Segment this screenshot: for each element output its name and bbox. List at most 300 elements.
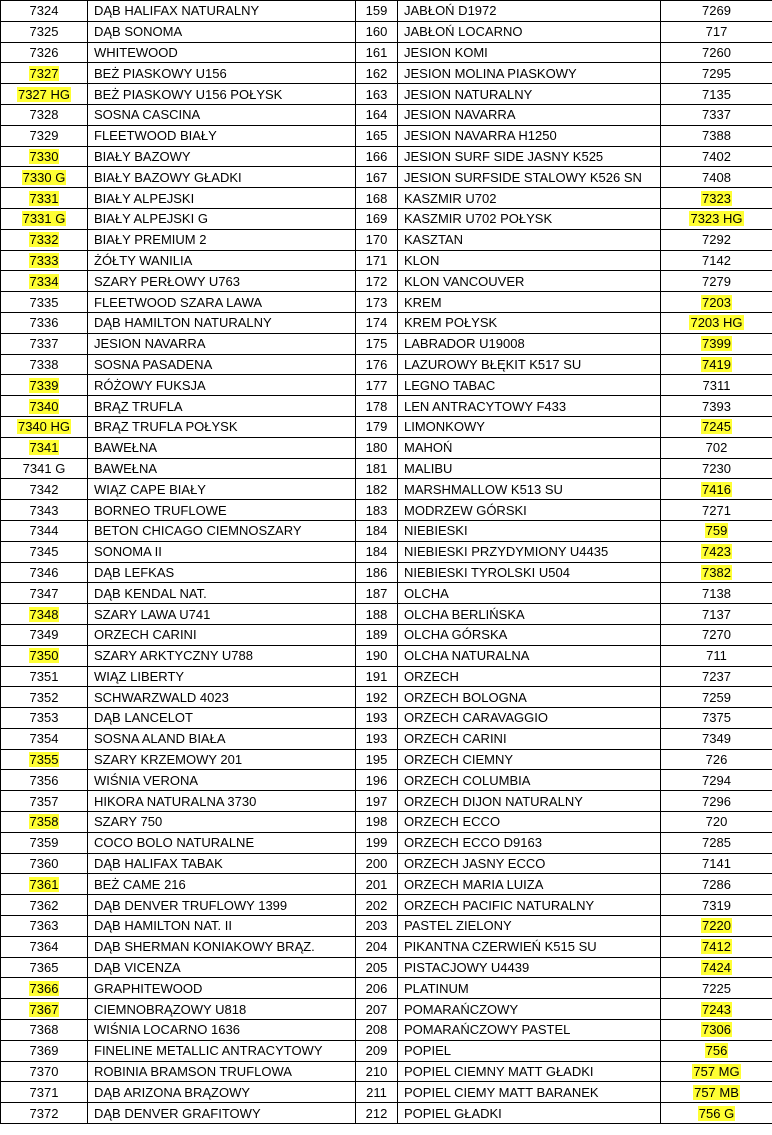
table-row [1,416,772,437]
name-cell [88,708,356,729]
number-cell [356,708,398,729]
cell-text: 7363 [29,918,59,934]
highlighted-code: 7340 HG [17,419,71,435]
cell-text: 7230 [702,460,731,476]
table-row [1,916,772,937]
cell-text: 702 [705,440,728,456]
cell-text: POPIEL CIEMY MATT BARANEK [404,1084,599,1100]
name-cell [88,936,356,957]
name-cell [398,1061,661,1082]
cell-text: ORZECH CARINI [94,627,197,643]
cell-text: ORZECH COLUMBIA [404,772,531,788]
table-row [1,396,772,417]
cell-text: 7357 [29,793,59,809]
number-cell [356,895,398,916]
number-cell [356,936,398,957]
cell-text: 7341 G [22,460,66,476]
name-cell [398,604,661,625]
table-row [1,604,772,625]
code-cell [661,791,772,812]
cell-text: KREM [404,294,442,310]
cell-text: 7279 [702,273,731,289]
cell-text: JESION NAVARRA H1250 [404,128,557,144]
cell-text: BEŻ PIASKOWY U156 POŁYSK [94,86,283,102]
highlighted-code: 756 G [698,1105,735,1121]
code-cell [1,853,88,874]
highlighted-code: 7334 [29,273,59,289]
cell-text: 7311 [702,377,731,393]
table-row [1,936,772,957]
name-cell [88,1061,356,1082]
cell-text: 161 [365,44,388,60]
table-row [1,895,772,916]
code-cell [1,520,88,541]
cell-text: 196 [365,772,388,788]
cell-text: ORZECH CARAVAGGIO [404,710,548,726]
cell-text: 186 [365,564,388,580]
cell-text: 7359 [29,835,59,851]
cell-text: SONOMA II [94,544,162,560]
cell-text: BORNEO TRUFLOWE [94,502,227,518]
highlighted-code: 7358 [29,814,59,830]
code-cell [1,770,88,791]
name-cell [88,437,356,458]
cell-text: 7370 [29,1064,59,1080]
cell-text: 7137 [702,606,731,622]
number-cell [356,146,398,167]
name-cell [88,292,356,313]
code-cell [661,624,772,645]
cell-text: DĄB VICENZA [94,960,181,976]
highlighted-code: 7330 G [22,169,66,185]
code-cell [661,728,772,749]
cell-text: BIAŁY BAZOWY GŁADKI [94,169,242,185]
name-cell [398,832,661,853]
code-cell [661,770,772,791]
code-cell [1,271,88,292]
cell-text: 7402 [702,148,731,164]
table-row [1,167,772,188]
highlighted-code: 7332 [29,232,59,248]
name-cell [88,583,356,604]
code-cell [661,354,772,375]
table-row [1,749,772,770]
cell-text: BETON CHICAGO CIEMNOSZARY [94,523,302,539]
number-cell [356,583,398,604]
cell-text: 210 [365,1064,388,1080]
number-cell [356,125,398,146]
cell-text: 7270 [702,627,731,643]
cell-text: ORZECH JASNY ECCO [404,856,546,872]
name-cell [88,770,356,791]
name-cell [398,396,661,417]
name-cell [88,104,356,125]
table-row [1,562,772,583]
cell-text: 7292 [702,232,731,248]
name-cell [398,624,661,645]
cell-text: 7345 [29,544,59,560]
name-cell [88,458,356,479]
table-row [1,292,772,313]
number-cell [356,832,398,853]
name-cell [398,125,661,146]
cell-text: 7138 [702,585,731,601]
cell-text: 212 [365,1105,388,1121]
name-cell [398,812,661,833]
code-cell [1,604,88,625]
code-cell [1,229,88,250]
highlighted-code: 7245 [702,419,731,435]
table-row [1,1,772,22]
name-cell [398,333,661,354]
name-cell [88,812,356,833]
cell-text: MAHOŃ [404,440,453,456]
cell-text: JABŁOŃ D1972 [404,3,497,19]
code-cell [661,749,772,770]
highlighted-code: 7327 HG [17,86,71,102]
name-cell [398,770,661,791]
cell-text: DĄB SONOMA [94,24,183,40]
table-row [1,375,772,396]
name-cell [398,354,661,375]
number-cell [356,604,398,625]
highlighted-code: 7361 [29,876,59,892]
cell-text: DĄB ARIZONA BRĄZOWY [94,1084,251,1100]
cell-text: JESION NAVARRA [94,336,206,352]
cell-text: 7352 [29,689,59,705]
cell-text: 7372 [29,1105,59,1121]
table-row [1,791,772,812]
code-cell [1,1020,88,1041]
name-cell [88,63,356,84]
cell-text: RÓŻOWY FUKSJA [94,377,206,393]
code-cell [1,21,88,42]
code-cell [661,188,772,209]
cell-text: 182 [365,481,388,497]
name-cell [398,146,661,167]
number-cell [356,396,398,417]
name-cell [88,229,356,250]
code-cell [1,791,88,812]
name-cell [88,84,356,105]
table-row [1,770,772,791]
code-cell [661,416,772,437]
cell-text: 207 [365,1001,388,1017]
name-cell [398,479,661,500]
cell-text: FINELINE METALLIC ANTRACYTOWY [94,1043,323,1059]
highlighted-code: 7327 [29,65,59,81]
name-cell [398,583,661,604]
table-row [1,21,772,42]
table-body [1,1,772,1124]
number-cell [356,84,398,105]
code-cell [661,500,772,521]
name-cell [398,312,661,333]
table-row [1,437,772,458]
highlighted-code: 7366 [29,980,59,996]
number-cell [356,541,398,562]
cell-text: BIAŁY BAZOWY [94,148,191,164]
code-cell [661,853,772,874]
cell-text: BEŻ CAME 216 [94,876,186,892]
name-cell [398,271,661,292]
cell-text: OLCHA GÓRSKA [404,627,508,643]
cell-text: 202 [365,897,388,913]
cell-text: PLATINUM [404,980,469,996]
highlighted-code: 756 [705,1043,728,1059]
name-cell [398,416,661,437]
cell-text: KASZTAN [404,232,463,248]
cell-text: DĄB LANCELOT [94,710,193,726]
code-cell [661,21,772,42]
name-cell [88,354,356,375]
table-row [1,354,772,375]
code-cell [1,396,88,417]
cell-text: 7329 [29,128,59,144]
code-cell [1,936,88,957]
code-cell [1,832,88,853]
name-cell [88,874,356,895]
number-cell [356,63,398,84]
cell-text: 7365 [29,960,59,976]
name-cell [398,1020,661,1041]
number-cell [356,1061,398,1082]
highlighted-code: 7355 [29,752,59,768]
code-cell [1,583,88,604]
cell-text: 198 [365,814,388,830]
name-cell [398,895,661,916]
name-cell [88,167,356,188]
name-cell [88,562,356,583]
highlighted-code: 7331 [29,190,59,206]
code-cell [661,957,772,978]
cell-text: 7336 [29,315,59,331]
number-cell [356,333,398,354]
cell-text: 7324 [29,3,59,19]
table-row [1,84,772,105]
code-cell [661,936,772,957]
name-cell [398,84,661,105]
cell-text: 179 [365,419,388,435]
name-cell [398,645,661,666]
table-row [1,208,772,229]
code-cell [661,978,772,999]
cell-text: 7354 [29,731,59,747]
name-cell [88,666,356,687]
table-row [1,541,772,562]
name-cell [398,978,661,999]
name-cell [398,666,661,687]
code-cell [661,1061,772,1082]
cell-text: NIEBIESKI PRZYDYMIONY U4435 [404,544,609,560]
name-cell [88,791,356,812]
cell-text: 209 [365,1043,388,1059]
table-row [1,146,772,167]
code-cell [1,250,88,271]
code-cell [1,687,88,708]
number-cell [356,479,398,500]
cell-text: 7388 [702,128,731,144]
highlighted-code: 7340 [29,398,59,414]
code-cell [661,708,772,729]
name-cell [398,21,661,42]
code-cell [1,63,88,84]
cell-text: 197 [365,793,388,809]
name-cell [88,21,356,42]
cell-text: 203 [365,918,388,934]
name-cell [398,749,661,770]
number-cell [356,853,398,874]
table-row [1,583,772,604]
code-cell [1,458,88,479]
table-row [1,104,772,125]
name-cell [88,687,356,708]
cell-text: 166 [365,148,388,164]
code-cell [661,458,772,479]
number-cell [356,458,398,479]
cell-text: 7296 [702,793,731,809]
cell-text: 7362 [29,897,59,913]
highlighted-code: 7382 [702,564,731,580]
name-cell [398,687,661,708]
code-cell [661,520,772,541]
cell-text: JESION SURFSIDE STALOWY K526 SN [404,169,642,185]
code-cell [661,84,772,105]
table-row [1,812,772,833]
cell-text: ORZECH ECCO [404,814,501,830]
name-cell [398,1,661,22]
number-cell [356,916,398,937]
name-cell [88,375,356,396]
cell-text: JESION MOLINA PIASKOWY [404,65,577,81]
name-cell [398,874,661,895]
highlighted-code: 7339 [29,377,59,393]
code-cell [1,749,88,770]
cell-text: 177 [365,377,388,393]
cell-text: COCO BOLO NATURALNE [94,835,255,851]
table-row [1,1082,772,1103]
table-row [1,666,772,687]
cell-text: 7319 [702,897,731,913]
cell-text: DĄB KENDAL NAT. [94,585,207,601]
name-cell [88,479,356,500]
cell-text: DĄB SHERMAN KONIAKOWY BRĄZ. [94,939,315,955]
cell-text: 7225 [702,980,731,996]
name-cell [88,396,356,417]
cell-text: SCHWARZWALD 4023 [94,689,229,705]
cell-text: 720 [705,814,728,830]
number-cell [356,978,398,999]
cell-text: WIĄZ CAPE BIAŁY [94,481,206,497]
cell-text: 200 [365,856,388,872]
table-row [1,708,772,729]
name-cell [398,999,661,1020]
cell-text: POPIEL CIEMNY MATT GŁADKI [404,1064,594,1080]
number-cell [356,520,398,541]
cell-text: 167 [365,169,388,185]
highlighted-code: 757 MG [693,1064,740,1080]
code-cell [661,63,772,84]
name-cell [398,853,661,874]
cell-text: DĄB HALIFAX NATURALNY [94,3,260,19]
name-cell [398,42,661,63]
cell-text: PIKANTNA CZERWIEŃ K515 SU [404,939,597,955]
name-cell [398,292,661,313]
cell-text: 201 [365,876,388,892]
name-cell [88,916,356,937]
cell-text: 7142 [702,252,731,268]
name-cell [88,957,356,978]
code-cell [661,208,772,229]
code-cell [661,42,772,63]
name-cell [88,1082,356,1103]
code-cell [661,167,772,188]
name-cell [88,146,356,167]
cell-text: 7368 [29,1022,59,1038]
cell-text: 7237 [702,668,731,684]
cell-text: 7343 [29,502,59,518]
number-cell [356,999,398,1020]
cell-text: 160 [365,24,388,40]
cell-text: 7393 [702,398,731,414]
cell-text: LIMONKOWY [404,419,485,435]
number-cell [356,666,398,687]
name-cell [88,728,356,749]
table-row [1,42,772,63]
table-row [1,63,772,84]
number-cell [356,416,398,437]
cell-text: 7135 [702,86,731,102]
cell-text: MALIBU [404,460,453,476]
table-row [1,832,772,853]
cell-text: 181 [365,460,388,476]
name-cell [398,1040,661,1061]
cell-text: 7325 [29,24,59,40]
code-cell [661,812,772,833]
name-cell [88,125,356,146]
cell-text: 7338 [29,356,59,372]
code-cell [661,250,772,271]
cell-text: JESION SURF SIDE JASNY K525 [404,148,604,164]
name-cell [398,63,661,84]
cell-text: HIKORA NATURALNA 3730 [94,793,257,809]
cell-text: 168 [365,190,388,206]
cell-text: ORZECH CARINI [404,731,507,747]
code-cell [661,1082,772,1103]
cell-text: 188 [365,606,388,622]
cell-text: BRĄZ TRUFLA [94,398,183,414]
code-cell [1,916,88,937]
code-cell [661,229,772,250]
code-cell [661,541,772,562]
cell-text: 187 [365,585,388,601]
cell-text: WIŚNIA LOCARNO 1636 [94,1022,240,1038]
code-cell [1,333,88,354]
cell-text: BRĄZ TRUFLA POŁYSK [94,419,238,435]
highlighted-code: 7367 [29,1001,59,1017]
code-cell [661,645,772,666]
cell-text: SZARY KRZEMOWY 201 [94,752,243,768]
cell-text: SOSNA CASCINA [94,107,201,123]
code-cell [1,42,88,63]
cell-text: 7271 [702,502,731,518]
name-cell [398,250,661,271]
table-row [1,1040,772,1061]
cell-text: 7141 [702,856,731,872]
code-cell [1,167,88,188]
name-cell [88,853,356,874]
name-cell [398,104,661,125]
